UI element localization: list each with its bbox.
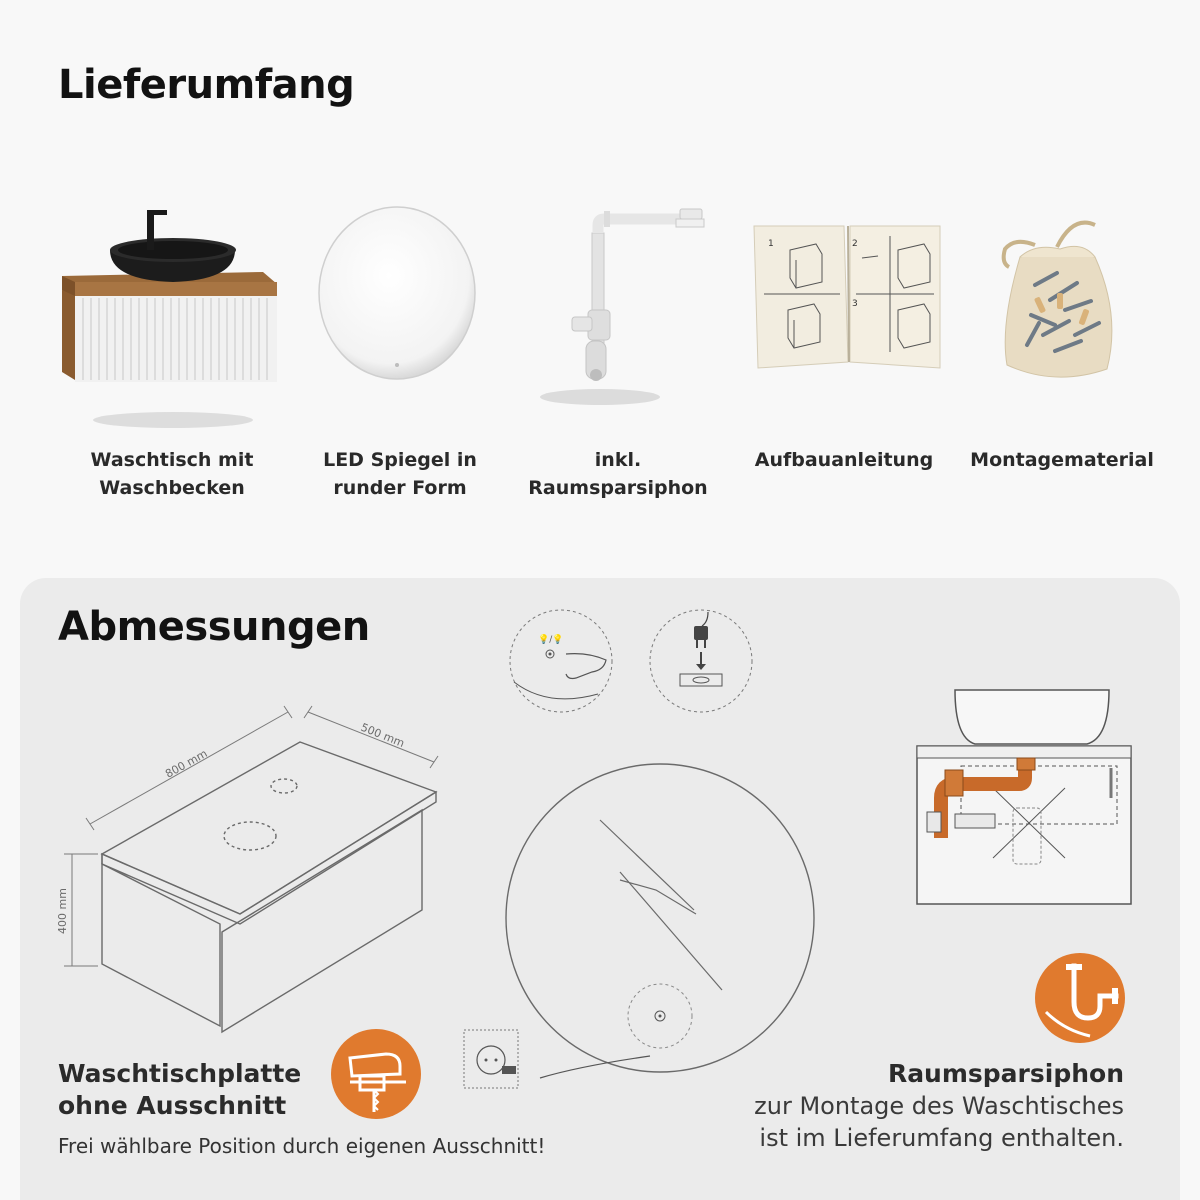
countertop-text: Frei wählbare Position durch eigenen Ausschnitt!	[58, 1134, 546, 1158]
assembly-manual-icon	[752, 222, 947, 370]
touch-sensor-detail-icon	[508, 608, 614, 714]
siphon-text-line: ist im Lieferumfang enthalten.	[759, 1124, 1124, 1152]
manual-step-2: 2	[852, 239, 858, 249]
power-plug-detail-icon	[648, 608, 754, 714]
item-label-line: runder Form	[333, 477, 467, 499]
item-label-vanity	[62, 446, 282, 502]
jigsaw-icon	[330, 1028, 422, 1120]
countertop-title	[58, 1058, 301, 1122]
dimensions-title: Abmessungen	[58, 604, 370, 650]
siphon-cross-section-drawing	[915, 688, 1135, 908]
countertop-title-line: Waschtischplatte	[58, 1059, 302, 1088]
item-label-line: Waschbecken	[99, 477, 245, 499]
manual-step-1: 1	[768, 239, 774, 249]
vanity-with-basin-icon	[55, 200, 285, 440]
item-label-line: Waschtisch mit	[90, 449, 254, 471]
siphon-text	[754, 1090, 1124, 1154]
siphon-text-line: zur Montage des Waschtisches	[754, 1092, 1124, 1120]
depth-label: 500 mm	[358, 720, 407, 750]
height-label: 400 mm	[56, 888, 69, 934]
siphon-badge-icon	[1034, 952, 1126, 1044]
width-label: 800 mm	[163, 746, 210, 781]
mounting-material-bag-icon	[995, 205, 1125, 385]
countertop-title-line: ohne Ausschnitt	[58, 1091, 287, 1120]
item-label-mirror	[290, 446, 510, 502]
item-label-siphon: inkl. Raumsparsiphon	[528, 449, 708, 499]
item-label-manual: Aufbauanleitung	[754, 449, 934, 471]
item-label-line: LED Spiegel in	[323, 449, 477, 471]
round-led-mirror-icon	[318, 205, 478, 385]
manual-step-3: 3	[852, 299, 858, 309]
item-label-mounting: Montagematerial	[970, 449, 1154, 471]
cabinet-dimension-drawing	[50, 700, 470, 1050]
mirror-outline-drawing	[460, 760, 820, 1100]
touch-symbol: 💡/💡	[538, 635, 564, 645]
delivery-title: Lieferumfang	[58, 62, 355, 108]
siphon-title: Raumsparsiphon	[887, 1059, 1124, 1088]
space-saving-siphon-icon	[540, 205, 720, 415]
